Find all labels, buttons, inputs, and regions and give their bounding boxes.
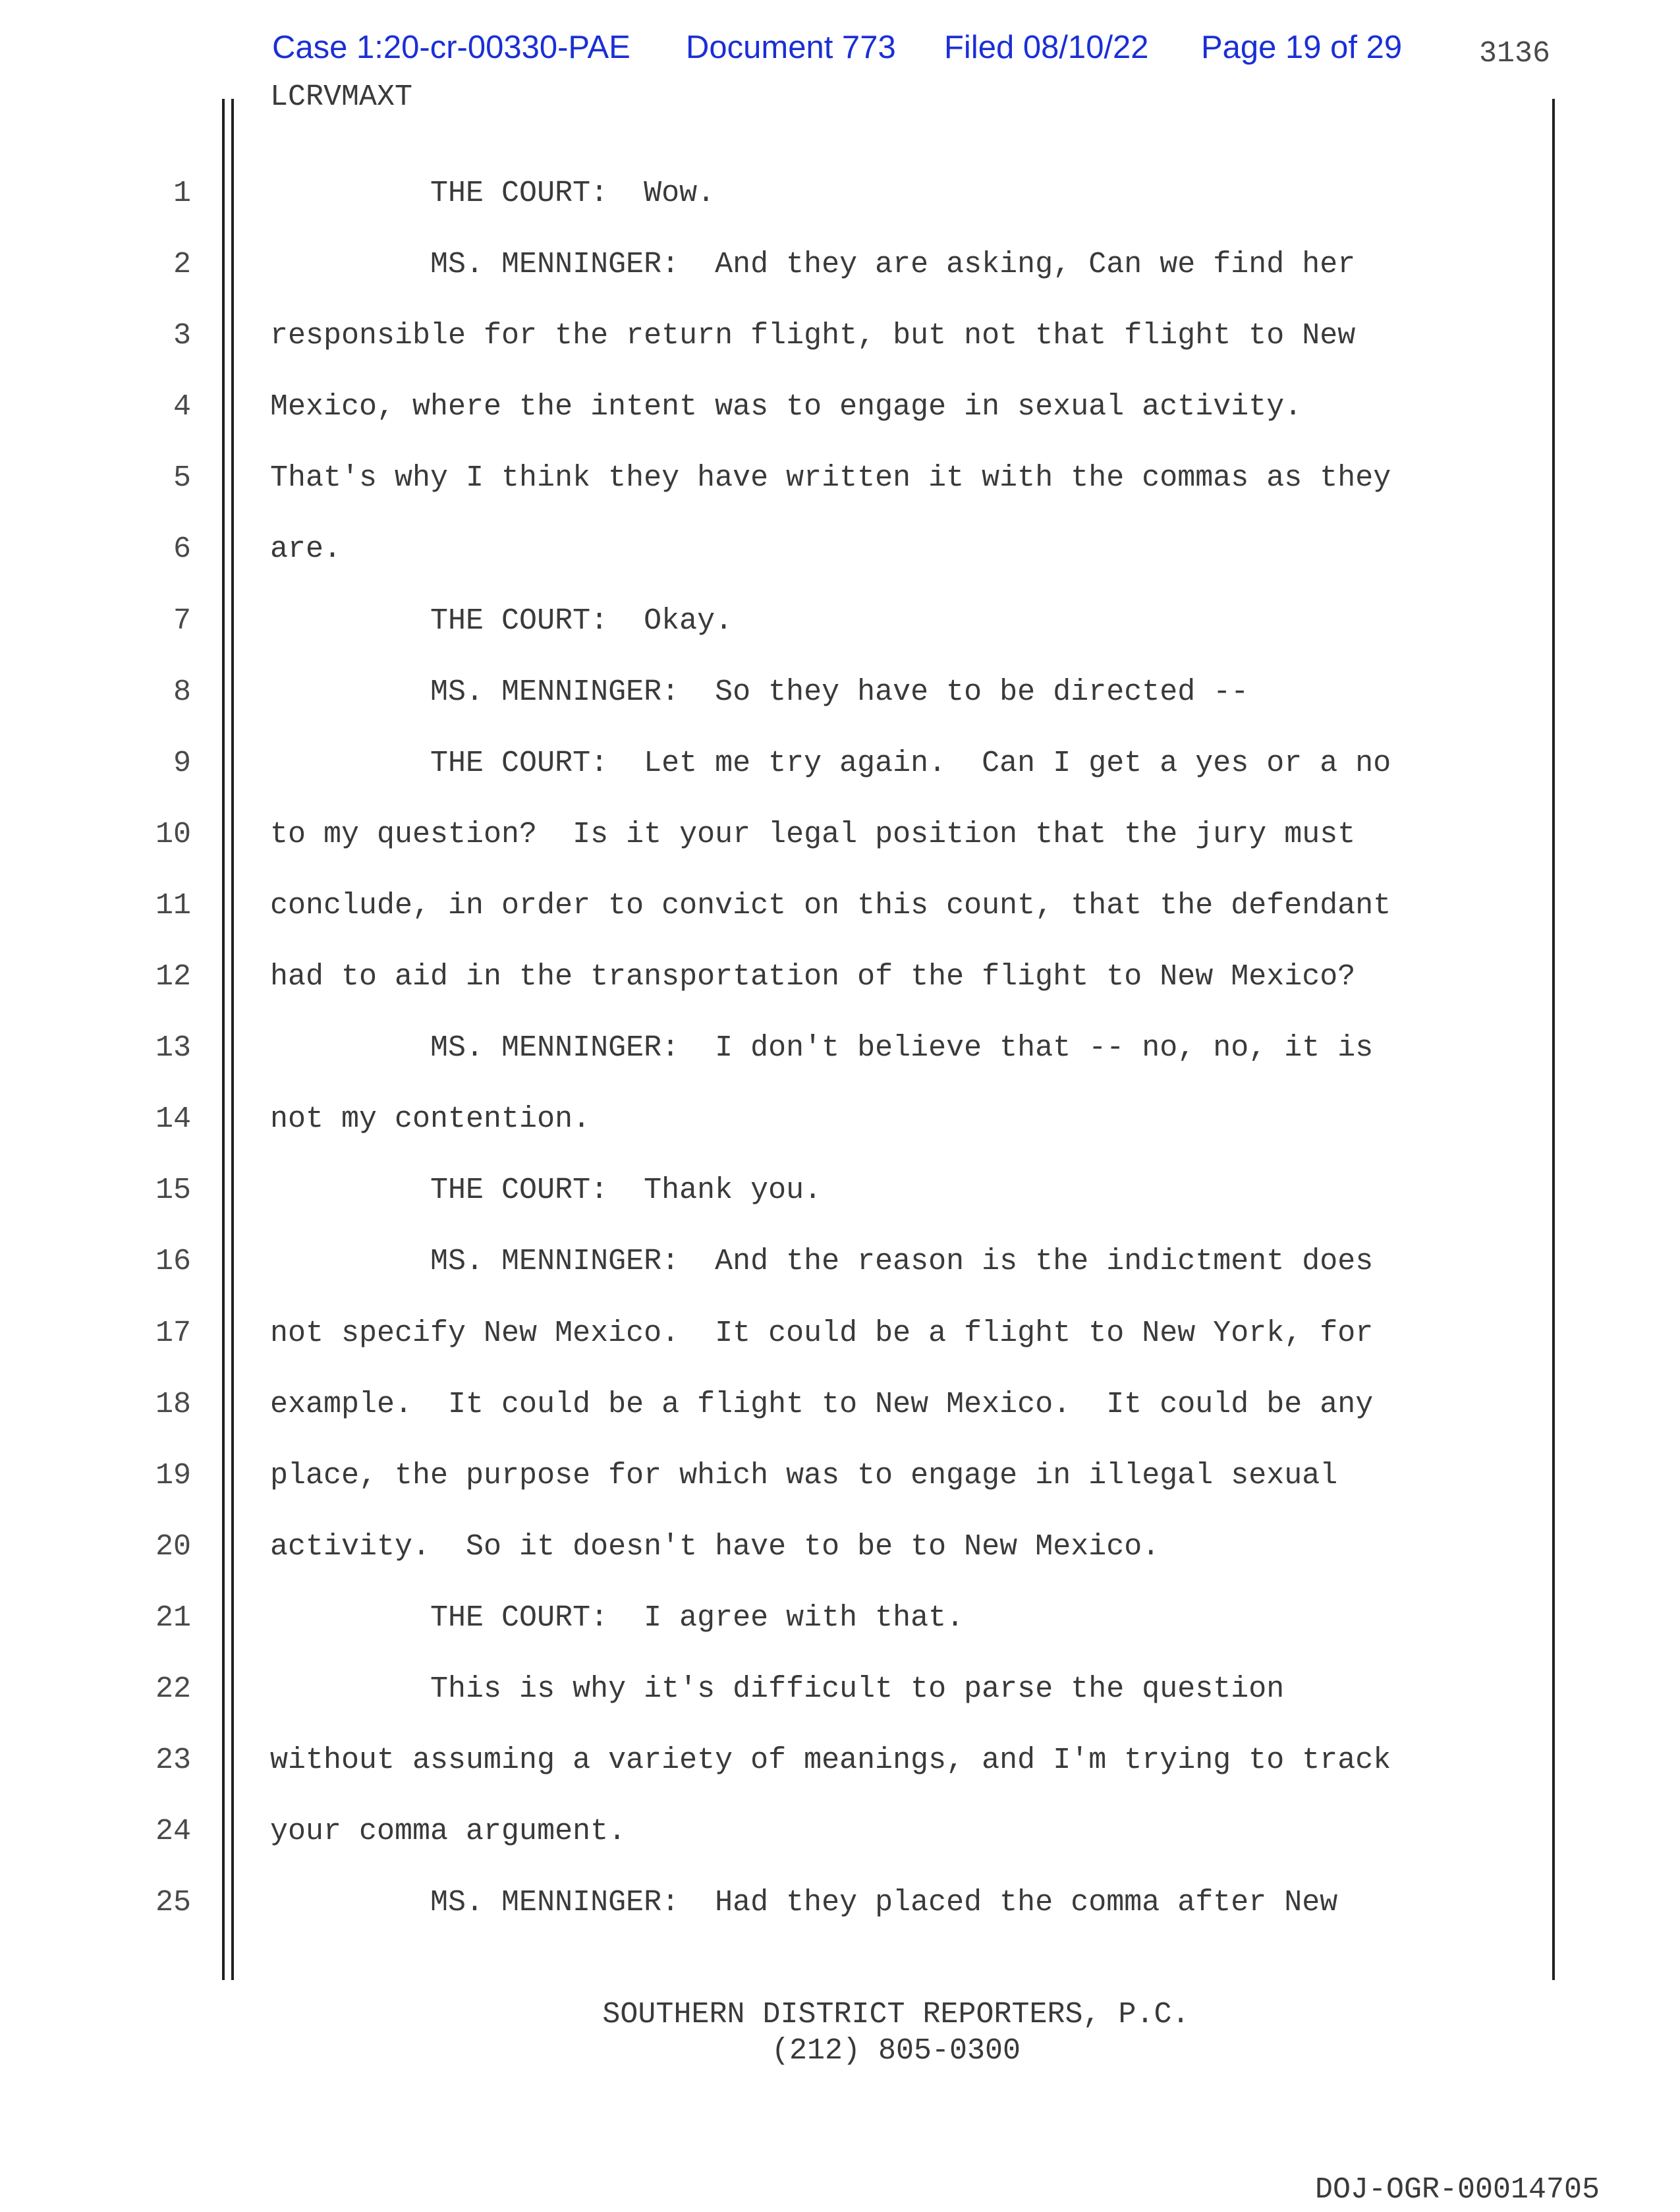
line-number: 8 (173, 675, 191, 709)
line-number-column (132, 173, 191, 1953)
line-number: 4 (173, 390, 191, 424)
transcript-line: are. (270, 532, 342, 567)
line-number: 13 (155, 1031, 191, 1065)
transcript-line: THE COURT: I agree with that. (270, 1601, 965, 1635)
reporter-phone: (212) 805-0300 (771, 2034, 1021, 2068)
reporter-firm: SOUTHERN DISTRICT REPORTERS, P.C. (602, 1998, 1190, 2031)
transcript-line: to my question? Is it your legal position that the jury must (270, 817, 1356, 851)
bates-number: DOJ-OGR-00014705 (1315, 2173, 1600, 2207)
line-number: 19 (155, 1458, 191, 1492)
line-number: 16 (155, 1245, 191, 1279)
line-number: 5 (173, 461, 191, 496)
line-number: 9 (173, 746, 191, 780)
transcript-line: not specify New Mexico. It could be a flight to New York, for (270, 1316, 1374, 1350)
transcript-line: THE COURT: Wow. (270, 177, 715, 210)
transcript-line: activity. So it doesn't have to be to New Mexico. (270, 1529, 1160, 1564)
transcript-line: had to aid in the transportation of the flight to New Mexico? (270, 960, 1356, 994)
line-number: 20 (155, 1529, 191, 1564)
stamp-document-number: Document 773 (686, 30, 896, 65)
transcript-line: MS. MENNINGER: And the reason is the indictment does (270, 1245, 1374, 1279)
transcript-line: MS. MENNINGER: Had they placed the comma after New (270, 1886, 1338, 1920)
transcript-line: place, the purpose for which was to engage in illegal sexual (270, 1458, 1338, 1492)
line-number: 17 (155, 1316, 191, 1350)
left-margin-rule-inner (231, 99, 234, 1980)
line-number: 21 (155, 1601, 191, 1635)
left-margin-rule (222, 99, 225, 1980)
transcript-line: conclude, in order to convict on this count, that the defendant (270, 888, 1391, 922)
stamp-case-number: Case 1:20-cr-00330-PAE (272, 30, 630, 65)
line-number: 7 (173, 604, 191, 638)
transcript-line: THE COURT: Okay. (270, 604, 733, 638)
stamp-filed-date: Filed 08/10/22 (944, 30, 1149, 65)
line-number: 6 (173, 532, 191, 567)
right-margin-rule (1552, 99, 1555, 1980)
transcript-line: MS. MENNINGER: So they have to be directed -- (270, 675, 1249, 709)
reporter-id: LCRVMAXT (270, 80, 413, 114)
page-footer (0, 1997, 1680, 2069)
transcript-line: your comma argument. (270, 1815, 627, 1849)
transcript-line: responsible for the return flight, but not that flight to New (270, 319, 1356, 353)
line-number: 14 (155, 1102, 191, 1137)
transcript-page-number: 3136 (1479, 37, 1551, 71)
transcript-line: That's why I think they have written it with the commas as they (270, 461, 1391, 496)
stamp-page-count: Page 19 of 29 (1201, 30, 1403, 65)
line-number: 10 (155, 817, 191, 851)
transcript-line: This is why it's difficult to parse the question (270, 1672, 1285, 1706)
line-number: 22 (155, 1672, 191, 1706)
line-number: 15 (155, 1174, 191, 1208)
line-number: 18 (155, 1387, 191, 1421)
line-number: 11 (155, 888, 191, 922)
line-number: 2 (173, 248, 191, 282)
transcript-line: THE COURT: Let me try again. Can I get a yes or a no (270, 746, 1391, 780)
line-number: 1 (173, 177, 191, 210)
transcript-line: MS. MENNINGER: And they are asking, Can we find her (270, 248, 1356, 282)
transcript-line: THE COURT: Thank you. (270, 1174, 822, 1208)
line-number: 24 (155, 1815, 191, 1849)
transcript-body (270, 173, 1535, 1953)
transcript-line: MS. MENNINGER: I don't believe that -- no, no, it is (270, 1031, 1374, 1065)
line-number: 25 (155, 1886, 191, 1920)
transcript-line: example. It could be a flight to New Mexico. It could be any (270, 1387, 1374, 1421)
line-number: 23 (155, 1744, 191, 1778)
line-number: 12 (155, 960, 191, 994)
line-number: 3 (173, 319, 191, 353)
transcript-line: Mexico, where the intent was to engage in sexual activity. (270, 390, 1302, 424)
transcript-line: without assuming a variety of meanings, and I'm trying to track (270, 1744, 1391, 1778)
transcript-line: not my contention. (270, 1102, 591, 1137)
